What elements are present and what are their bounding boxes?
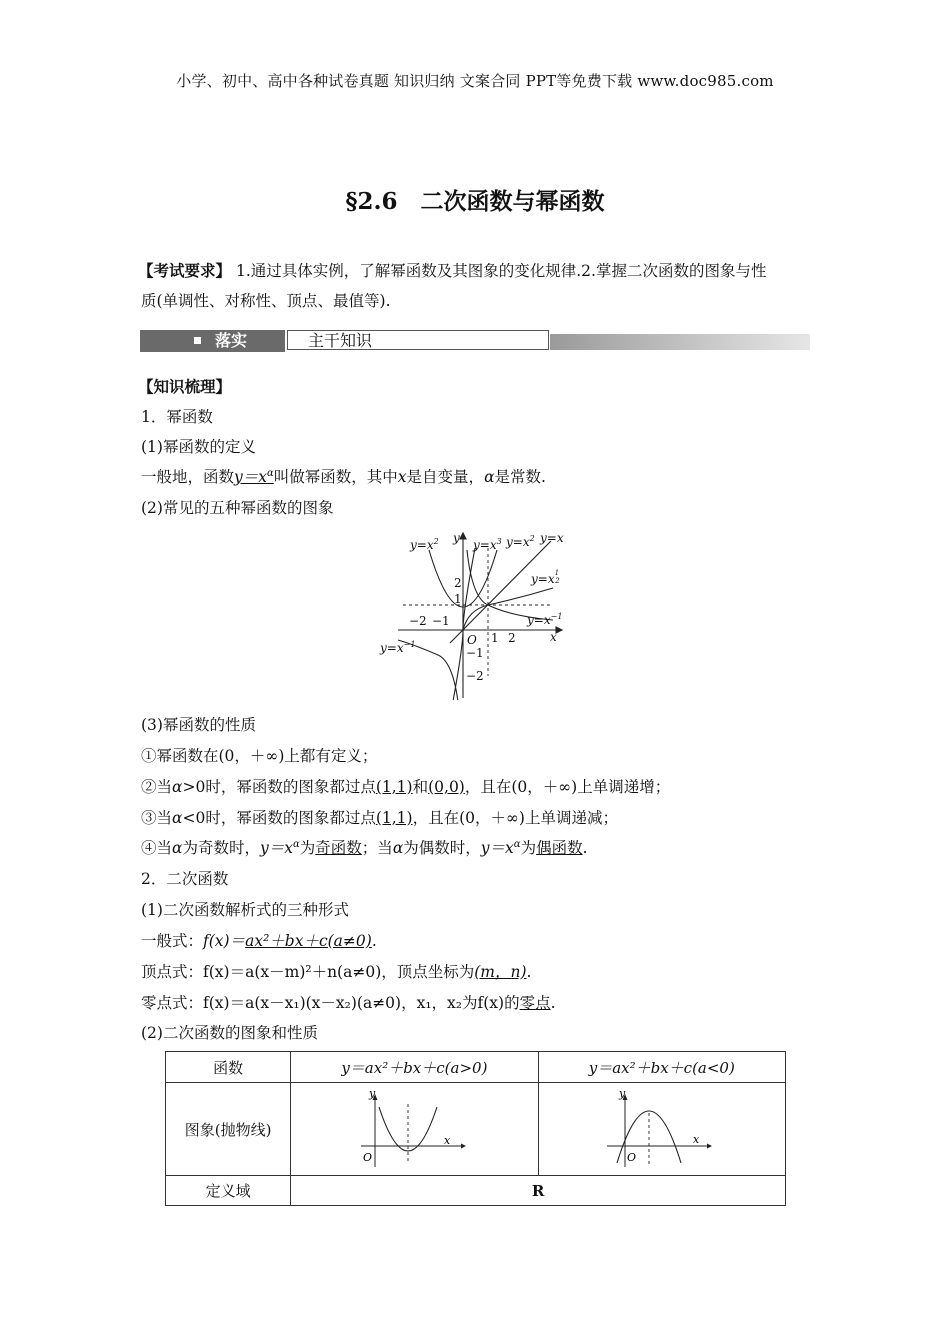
requirements-text-1: 1.通过具体实例，了解幂函数及其图象的变化规律.2.掌握二次函数的图象与性 [235,262,767,280]
x-axis-arrow-icon [461,1144,466,1149]
power-props-heading: (3)幂函数的性质 [141,716,256,734]
power-prop-3: ③当α<0时，幂函数的图象都过点(1,1)，且在(0，＋∞)上单调递减； [141,809,618,827]
power-func-expr: $y=x^\alpha$ [234,467,274,486]
label-x-axis: x [550,630,557,644]
table-row [166,1176,786,1206]
quadratic-properties-table [165,1051,786,1206]
svg-text:x: x [444,1134,451,1147]
x-axis-arrow-icon [556,627,562,633]
power-prop-2: ②当α>0时，幂函数的图象都过点(1,1)和(0,0)，且在(0，＋∞)上单调递增； [141,778,671,796]
tick-y-neg1: −1 [466,646,484,660]
quad-general-form: 一般式：f(x)＝ax²＋bx＋c(a≠0). [141,932,377,950]
banner-gradient-bar [550,334,810,350]
square-bullet-icon [194,337,201,344]
downward-parabola-graph [607,1089,717,1169]
label-y-x2-left: $y=x^2$ [410,537,439,552]
tick-y-2: 2 [454,576,462,590]
page-title: §2.6 二次函数与幂函数 [345,188,605,215]
quad-zero-form: 零点式：f(x)＝a(x－x₁)(x－x₂)(a≠0)，x₁，x₂为f(x)的零点. [141,994,556,1012]
svg-text:O: O [626,1151,636,1164]
y-axis-arrow-icon [460,533,466,539]
banner-light-tab: 主干知识 [287,330,549,350]
quad-forms-heading: (1)二次函数解析式的三种形式 [141,901,349,919]
label-y-inv-right: $y=x^{-1}$ [527,612,563,627]
power-prop-4: ④当α为奇数时，$y=x^\alpha$为奇函数；当α为偶数时，$y=x^\alpha$为偶函数. [141,838,588,857]
label-y-inv-left: $y=x^{-1}$ [380,640,416,655]
curve-y-x [450,541,551,643]
label-y-x: y=x [540,531,564,545]
quad-graph-props-heading: (2)二次函数的图象和性质 [141,1024,318,1042]
tick-y-1: 1 [454,592,462,606]
label-y-x2-right: $y=x^2$ [506,534,535,549]
table-header-cell: y＝ax²＋bx＋c(a<0) [538,1052,785,1083]
svg-text:x: x [692,1133,699,1146]
knowledge-heading: 【知识梳理】 [138,377,232,396]
svg-text:O: O [363,1151,373,1164]
section1-heading: 1．幂函数 [141,408,213,426]
svg-text:y: y [369,1089,376,1100]
label-y-sqrt-x: $y=x^1$ 2 [531,569,560,586]
exam-requirements-line1 [138,261,766,281]
tick-x-neg1: −1 [432,614,450,628]
label-origin: O [467,633,477,647]
requirements-label: 【考试要求】 [138,261,232,280]
table-row-label: 图象(抛物线) [166,1083,291,1176]
domain-value: R [291,1176,786,1206]
svg-text:y: y [618,1089,625,1100]
curve-y-inv-left [398,640,459,700]
tick-x-neg2: −2 [409,614,427,628]
power-prop-1: ①幂函数在(0，＋∞)上都有定义； [141,747,378,765]
power-functions-graph [376,528,576,700]
label-y-axis: y [453,531,460,545]
section-banner [140,328,810,354]
tick-x-2: 2 [508,631,516,645]
exam-requirements-line2: 质(单调性、对称性、顶点、最值等). [141,292,391,310]
table-row-label: 定义域 [166,1176,291,1206]
section2-heading: 2．二次函数 [141,870,229,888]
table-header-cell: 函数 [166,1052,291,1083]
banner-dark-tab [140,330,285,352]
power-graph-heading: (2)常见的五种幂函数的图象 [141,499,334,517]
power-def-text: 一般地，函数$y=x^\alpha$叫做幂函数，其中x是自变量，α是常数. [141,467,546,486]
banner-dark-label: 落实 [215,331,248,350]
downward-parabola-cell [538,1083,785,1176]
table-row [166,1052,786,1083]
tick-x-1: 1 [491,631,499,645]
x-axis-arrow-icon [707,1144,712,1149]
table-header-cell: y＝ax²＋bx＋c(a>0) [291,1052,538,1083]
table-row [166,1083,786,1176]
upward-parabola-graph [359,1089,469,1169]
page-header: 小学、初中、高中各种试卷真题 知识归纳 文案合同 PPT等免费下载 www.doc985.com [176,72,774,90]
tick-y-neg2: −2 [466,669,484,683]
upward-parabola-cell [291,1083,538,1176]
label-y-x3: $y=x^3$ [473,537,502,552]
power-def-heading: (1)幂函数的定义 [141,438,256,456]
quad-vertex-form: 顶点式：f(x)＝a(x－m)²＋n(a≠0)，顶点坐标为(m，n). [141,963,532,981]
